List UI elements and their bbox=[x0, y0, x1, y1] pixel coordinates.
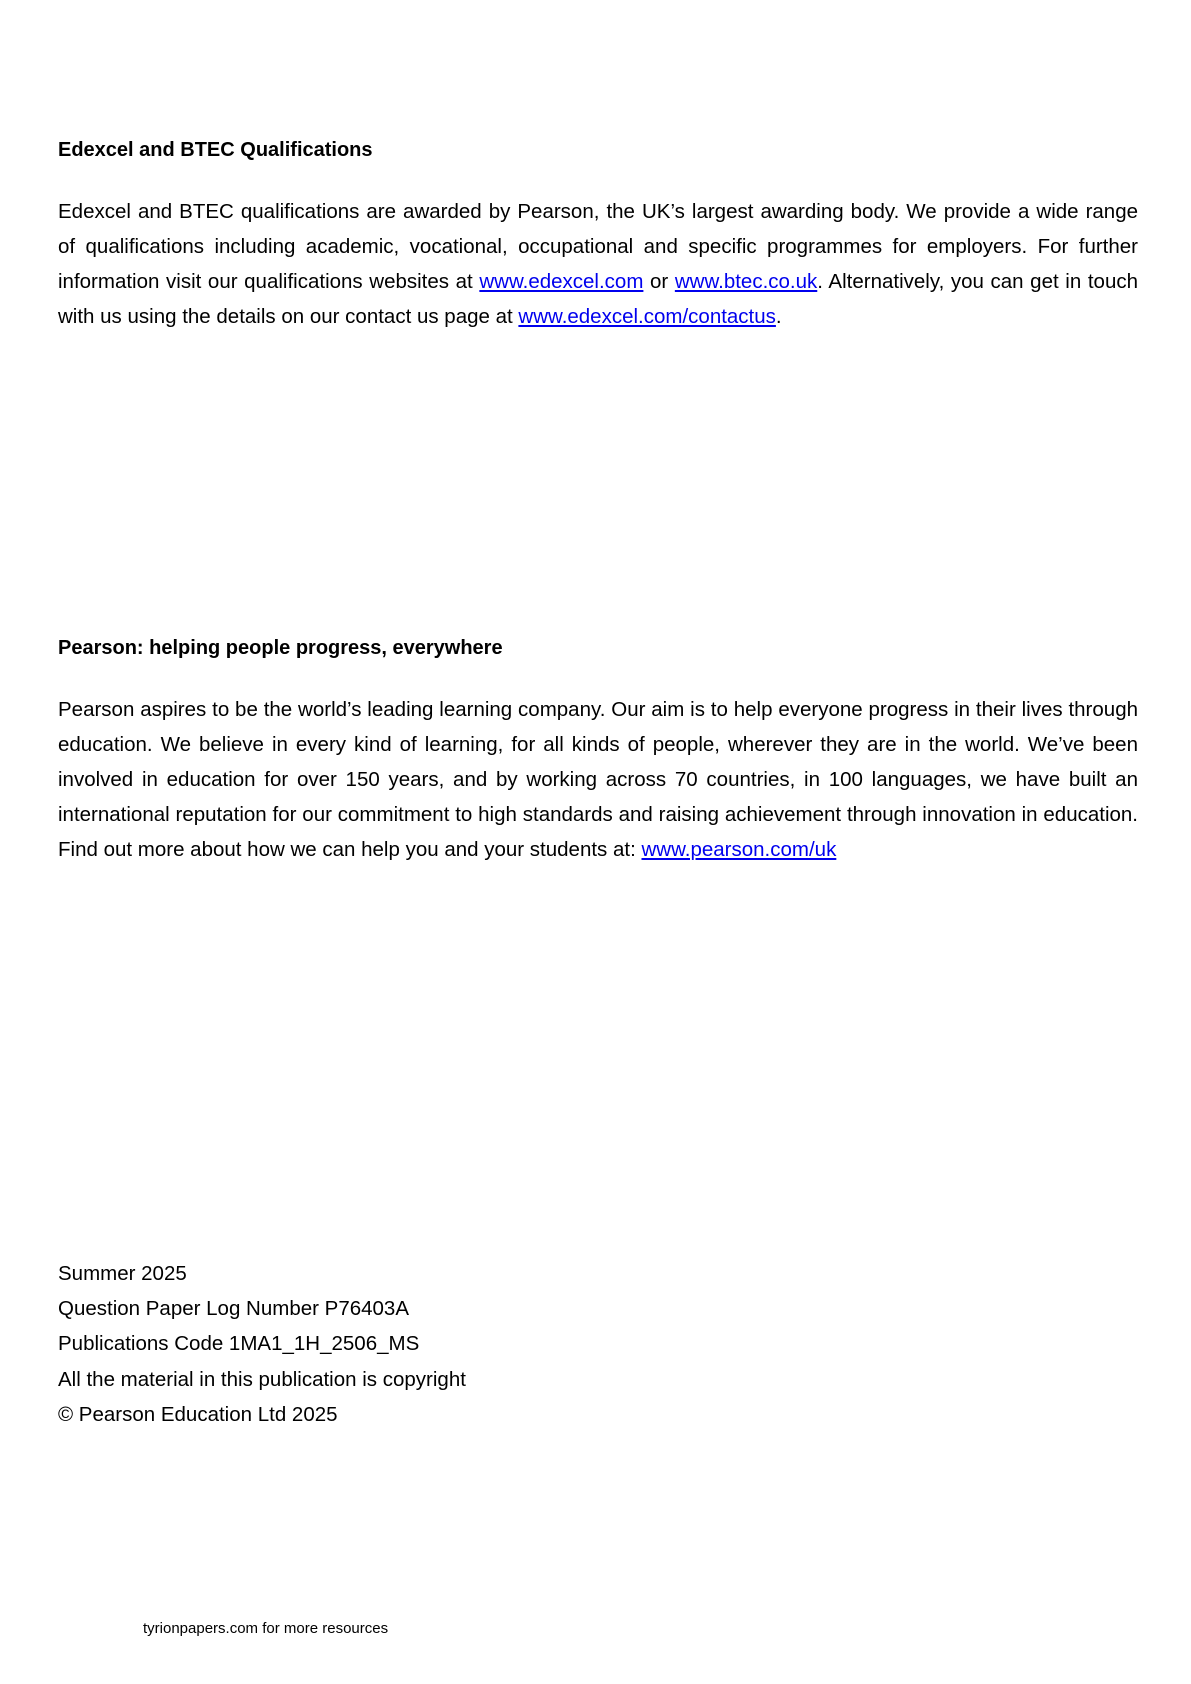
edexcel-text-4: . bbox=[775, 305, 782, 328]
edexcel-heading: Edexcel and BTEC Qualifications bbox=[58, 139, 373, 161]
publication-series: Summer 2025 bbox=[58, 1262, 187, 1285]
pearson-heading: Pearson: helping people progress, everywhere bbox=[58, 637, 503, 659]
pearson-paragraph bbox=[58, 692, 1138, 867]
edexcel-website-link[interactable]: www.edexcel.com bbox=[479, 270, 644, 293]
copyright-note: All the material in this publication is copyright bbox=[58, 1367, 466, 1391]
edexcel-text-2: or bbox=[643, 270, 675, 293]
publication-info bbox=[58, 1256, 1138, 1432]
pearson-section bbox=[58, 636, 1138, 867]
pearson-text-1: Pearson aspires to be the world’s leading learning company. Our aim is to help everyone progress in their lives through education. We believe in every kind of learning, for all kinds of people, wherever they are in the world. We’ve been involved in education for over 150 years, and by working across 70 countries, in 100 languages, we have built an international reputation for our commitment to high standards and raising achievement through innovation in education. Find out more about how we can help you and your students at: bbox=[58, 698, 1138, 861]
btec-website-link[interactable]: www.btec.co.uk bbox=[674, 270, 818, 293]
edexcel-paragraph bbox=[58, 194, 1138, 334]
contact-us-link[interactable]: www.edexcel.com/contactus bbox=[518, 305, 776, 328]
publications-code: Publications Code 1MA1_1H_2506_MS bbox=[58, 1332, 420, 1356]
edexcel-section bbox=[58, 138, 1138, 334]
copyright-line: © Pearson Education Ltd 2025 bbox=[58, 1402, 338, 1426]
question-paper-log-number: Question Paper Log Number P76403A bbox=[58, 1297, 410, 1321]
edexcel-text-3: . Alternatively, you can get in touch with us using the details on our contact us page at bbox=[58, 270, 1138, 328]
pearson-website-link[interactable]: www.pearson.com/uk bbox=[641, 838, 837, 861]
edexcel-text-1: Edexcel and BTEC qualifications are awarded by Pearson, the UK’s largest awarding body. We provide a wide range of qualifications including academic, vocational, occupational and specific programmes for employers. For further information visit our qualifications websites at bbox=[58, 200, 1138, 293]
footer-note: tyrionpapers.com for more resources bbox=[143, 1620, 389, 1637]
